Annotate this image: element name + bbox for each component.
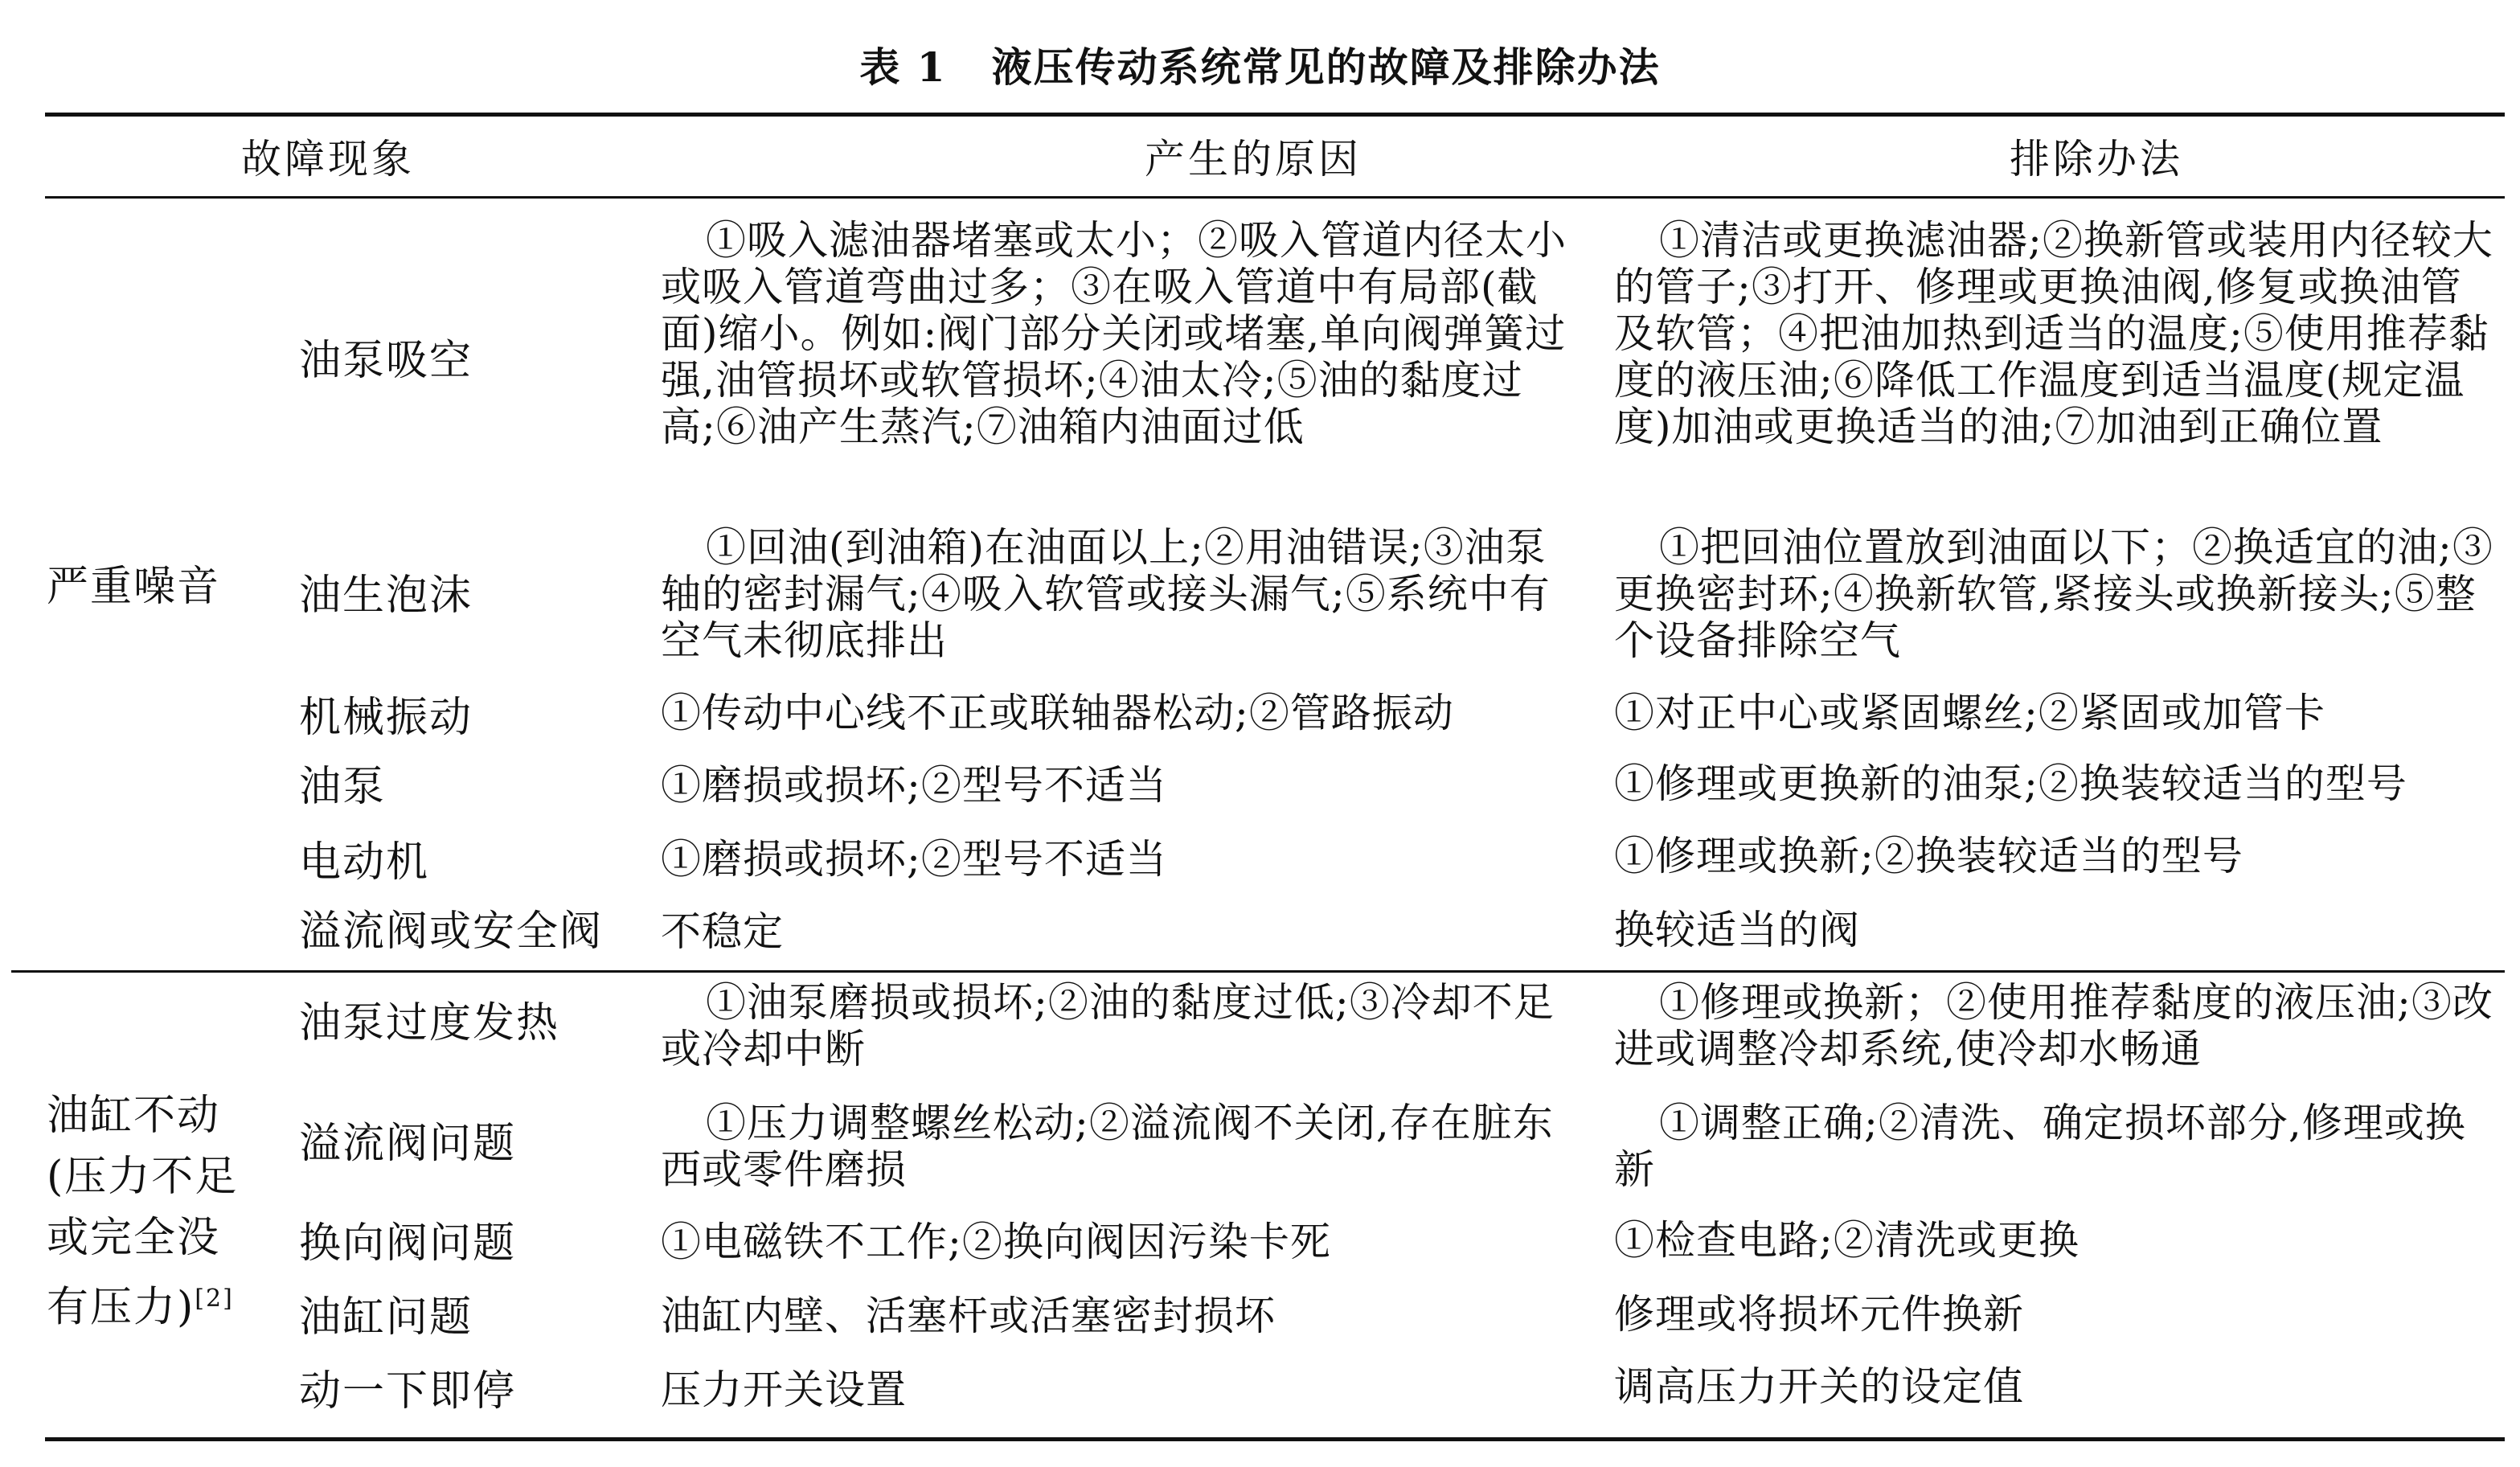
- cause-cell: 压力开关设置: [661, 1367, 907, 1413]
- group-label-line-text: 有压力): [47, 1283, 195, 1332]
- group-label-cylinder: [47, 1085, 238, 1338]
- group-label-line: 或完全没: [47, 1214, 221, 1262]
- remedy-cell: ①把回油位置放到油面以下；②换适宜的油;③更换密封环;④换新软管,紧接头或换新接头;⑤整个设备排除空气: [1614, 524, 2493, 664]
- cause-cell: ①传动中心线不正或联轴器松动;②管路振动: [661, 690, 1454, 736]
- cause-cell: ①磨损或损坏;②型号不适当: [661, 836, 1167, 883]
- cause-cell: ①回油(到油箱)在油面以上;②用油错误;③油泵轴的密封漏气;④吸入软管或接头漏气;⑤系统中有空气未彻底排出: [661, 524, 1551, 664]
- cause-cell: ①油泵磨损或损坏;②油的黏度过低;③冷却不足或冷却中断: [661, 979, 1555, 1072]
- header-cause: 产生的原因: [1145, 136, 1362, 182]
- table-title-text: 液压传动系统常见的故障及排除办法: [991, 43, 1661, 91]
- group-label-line: [47, 1268, 238, 1338]
- remedy-cell: ①调整正确;②清洗、确定损坏部分,修理或换新: [1614, 1100, 2466, 1193]
- remedy-cell: ①修理或换新；②使用推荐黏度的液压油;③改进或调整冷却系统,使冷却水畅通: [1614, 979, 2493, 1072]
- remedy-cell: ①清洁或更换滤油器;②换新管或装用内径较大的管子;③打开、修理或更换油阀,修复或换油管及软管；④把油加热到适当的温度;⑤使用推荐黏度的液压油;⑥降低工作温度到适当温度(规定温度)加油或更换适当的油;⑦加油到正确位置: [1614, 217, 2493, 450]
- remedy-cell: ①对正中心或紧固螺丝;②紧固或加管卡: [1614, 690, 2325, 736]
- remedy-cell: 换较适当的阀: [1614, 907, 1860, 953]
- symptom-cell: 溢流阀问题: [299, 1120, 517, 1168]
- table-number: 表 1: [859, 43, 947, 91]
- symptom-cell: 机械振动: [299, 694, 473, 742]
- group-divider: [45, 970, 2505, 973]
- symptom-cell: 油生泡沫: [299, 572, 473, 620]
- symptom-cell: 油缸问题: [299, 1293, 473, 1342]
- group-label-noise: 严重噪音: [47, 563, 221, 611]
- symptom-cell: 油泵: [299, 763, 387, 811]
- reference-mark: [2]: [195, 1285, 234, 1313]
- symptom-cell: 电动机: [299, 838, 430, 887]
- group-label-line: (压力不足: [47, 1153, 239, 1201]
- remedy-cell: ①修理或更换新的油泵;②换装较适当的型号: [1614, 760, 2407, 807]
- cause-cell: ①磨损或损坏;②型号不适当: [661, 762, 1167, 809]
- header-symptom: 故障现象: [241, 136, 415, 182]
- cause-cell: ①吸入滤油器堵塞或太小；②吸入管道内径太小或吸入管道弯曲过多；③在吸入管道中有局部(截面)缩小。例如:阀门部分关闭或堵塞,单向阀弹簧过强,油管损坏或软管损坏;④油太冷;⑤油的黏度过高;⑥油产生蒸汽;⑦油箱内油面过低: [661, 217, 1567, 450]
- symptom-cell: 溢流阀或安全阀: [299, 908, 604, 956]
- remedy-cell: ①检查电路;②清洗或更换: [1614, 1217, 2080, 1264]
- cause-cell: ①压力调整螺丝松动;②溢流阀不关闭,存在脏东西或零件磨损: [661, 1100, 1554, 1193]
- table-title: [0, 35, 2520, 93]
- remedy-cell: 修理或将损坏元件换新: [1614, 1291, 2024, 1338]
- symptom-cell: 换向阀问题: [299, 1219, 517, 1268]
- top-rule: [45, 113, 2505, 117]
- symptom-cell: 油泵吸空: [299, 337, 473, 385]
- group-label-line: 油缸不动: [47, 1092, 221, 1140]
- remedy-cell: 调高压力开关的设定值: [1614, 1363, 2024, 1410]
- group-divider-left: [11, 970, 244, 973]
- header-rule: [45, 196, 2505, 199]
- symptom-cell: 油泵过度发热: [299, 999, 560, 1047]
- bottom-rule: [45, 1437, 2505, 1441]
- cause-cell: 不稳定: [661, 908, 784, 955]
- header-remedy: 排除办法: [2010, 136, 2183, 182]
- cause-cell: 油缸内壁、活塞杆或活塞密封损坏: [661, 1293, 1276, 1339]
- remedy-cell: ①修理或换新;②换装较适当的型号: [1614, 833, 2243, 879]
- symptom-cell: 动一下即停: [299, 1367, 517, 1416]
- cause-cell: ①电磁铁不工作;②换向阀因污染卡死: [661, 1219, 1331, 1265]
